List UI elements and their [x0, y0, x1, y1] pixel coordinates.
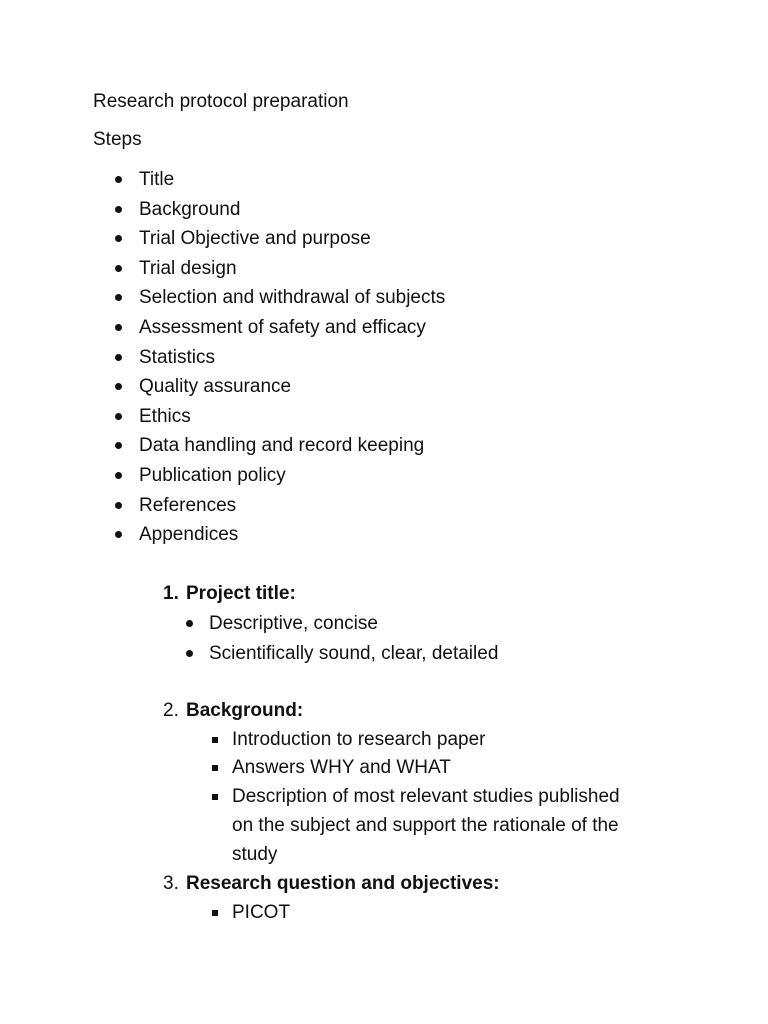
list-item-continuation: study [232, 844, 278, 865]
bullet-icon [115, 324, 122, 331]
section-heading: Research question and objectives: [186, 873, 500, 894]
list-item: PICOT [232, 902, 291, 923]
list-item-continuation: on the subject and support the rationale of the [232, 815, 619, 836]
section-number: 3. [163, 873, 179, 894]
bullet-icon [115, 502, 122, 509]
list-item: Scientifically sound, clear, detailed [209, 643, 499, 664]
section-number: 1. [163, 583, 179, 604]
bullet-icon [115, 531, 122, 538]
square-bullet-icon [212, 737, 218, 743]
list-item: Quality assurance [139, 376, 292, 397]
bullet-icon [115, 472, 122, 479]
list-item: References [139, 495, 237, 516]
list-item: Descriptive, concise [209, 613, 378, 634]
list-item: Statistics [139, 347, 216, 368]
bullet-icon [115, 235, 122, 242]
bullet-icon [186, 620, 193, 627]
list-item: Trial design [139, 258, 237, 279]
list-item: Trial Objective and purpose [139, 228, 371, 249]
bullet-icon [115, 265, 122, 272]
section-heading: Project title: [186, 583, 296, 604]
list-item: Introduction to research paper [232, 729, 486, 750]
list-item: Appendices [139, 524, 239, 545]
bullet-icon [115, 206, 122, 213]
list-item: Description of most relevant studies published [232, 786, 620, 807]
section-heading: Background: [186, 700, 304, 721]
bullet-icon [186, 650, 193, 657]
steps-label: Steps [93, 129, 142, 150]
list-item: Title [139, 169, 175, 190]
list-item: Ethics [139, 406, 191, 427]
square-bullet-icon [212, 910, 218, 916]
list-item: Answers WHY and WHAT [232, 757, 451, 778]
bullet-icon [115, 383, 122, 390]
bullet-icon [115, 294, 122, 301]
list-item: Selection and withdrawal of subjects [139, 287, 446, 308]
section-number: 2. [163, 700, 179, 721]
list-item: Assessment of safety and efficacy [139, 317, 426, 338]
list-item: Background [139, 199, 241, 220]
list-item: Publication policy [139, 465, 286, 486]
bullet-icon [115, 413, 122, 420]
document-heading: Research protocol preparation [93, 91, 349, 112]
bullet-icon [115, 442, 122, 449]
square-bullet-icon [212, 794, 218, 800]
bullet-icon [115, 354, 122, 361]
square-bullet-icon [212, 765, 218, 771]
list-item: Data handling and record keeping [139, 435, 425, 456]
bullet-icon [115, 176, 122, 183]
